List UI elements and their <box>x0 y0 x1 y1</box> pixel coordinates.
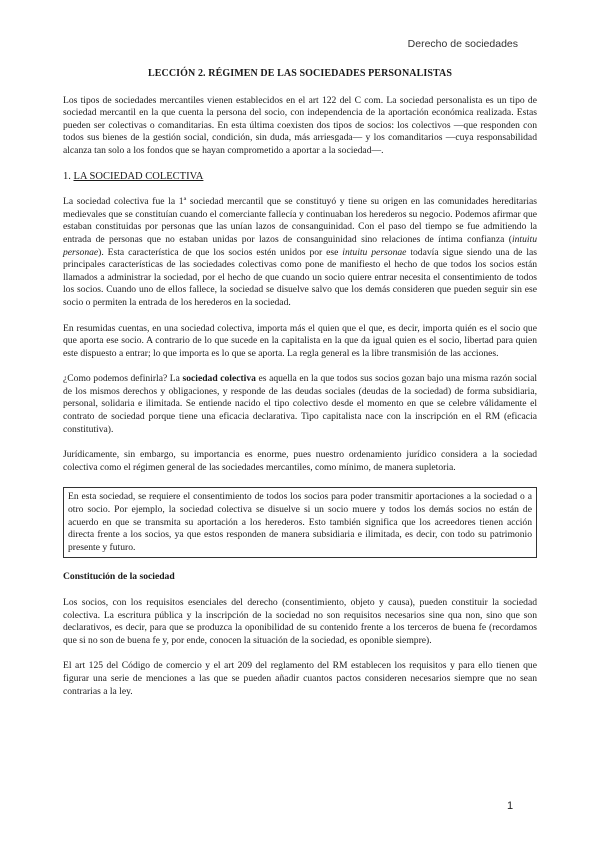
boxed-note <box>63 487 537 558</box>
lesson-title: LECCIÓN 2. RÉGIMEN DE LAS SOCIEDADES PERSONALISTAS <box>147 68 453 79</box>
running-header: Derecho de sociedades <box>407 38 518 50</box>
subheading-constitucion: Constitución de la sociedad <box>63 571 175 583</box>
boxed-note-text: En esta sociedad, se requiere el consentimiento de todos los socios para poder transmitir aportaciones a la sociedad o a otro socio. Por ejemplo, la sociedad colectiva se disuelve si un socio muere y todos los demás socios no están de acuerdo en que se transmita su aportación a los herederos. Esto también significa que los acreedores tienen acción directa frente a los socios, ya que estos responden de manera subsidiaria e ilimitada, es decir, con todo su patrimonio presente y futuro. <box>68 491 532 553</box>
history-paragraph <box>63 196 537 309</box>
section-title: LA SOCIEDAD COLECTIVA <box>73 170 204 182</box>
page-number: 1 <box>507 800 514 812</box>
text-run: ¿Como podemos definirla? La <box>63 373 183 385</box>
legal-importance-paragraph: Jurídicamente, sin embargo, su importancia es enorme, pues nuestro ordenamiento jurídico considera a la sociedad colectiva como el régimen general de las sociedades mercantiles, como mínimo, de manera supletoria. <box>63 449 537 473</box>
document-body <box>63 68 537 698</box>
constitucion-paragraph-1: Los socios, con los requisitos esenciales del derecho (consentimiento, objeto y causa), pueden constituir la sociedad colectiva. La escritura pública y la inscripción de la sociedad no son requisitos necesarios sine qua non, sino que son declarativos, es decir, para que se produzca la oponibilidad de su contenido frente a los terceros de buena fe (recordamos que si no son de buena fe y, por ende, conocen la situación de la sociedad, es oponible siempre). <box>63 597 537 646</box>
section-heading-sociedad-colectiva <box>63 171 537 184</box>
constitucion-paragraph-2: El art 125 del Código de comercio y el art 209 del reglamento del RM establecen los requisitos y para ello tienen que figurar una serie de menciones a las que se pueden añadir cuantos pactos consideren necesarios siempre que no sean contrarias a la ley. <box>63 660 537 697</box>
section-number: 1. <box>63 170 71 182</box>
text-run: todavía sigue siendo una de las principales características de las sociedades colectivas como pone de manifiesto el hecho de que todos los socios están llamados a administrar la sociedad, por el hecho de que cuando un socio quiere entrar necesita el consentimiento de todos los socios. Cuando uno de ellos fallece, la sociedad se disuelve salvo que los demás consideren que pueden seguir sin ese socio o permiten la entrada de los herederos en la sociedad. <box>63 246 537 308</box>
text-run: La sociedad colectiva fue la 1ª sociedad mercantil que se constituyó y tiene su origen en las comunidades hereditarias medievales que se constituían cuando el comerciante fallecía y continuaban los herederos su negocio. Podemos afirmar que estaban constituidas por personas que las unían lazos de consanguinidad. Con el paso del tiempo se fue admitiendo la entrada de personas que no estaban unidas por lazos de consanguinidad sino relaciones de íntima confianza ( <box>63 196 537 245</box>
bold-term: sociedad colectiva <box>182 373 256 385</box>
italic-term: intuitu personae <box>342 246 407 258</box>
text-run: es aquella en la que todos sus socios gozan bajo una misma razón social de los mismos derechos y obligaciones, y responde de las deudas sociales (deudas de la sociedad) de forma subsidiaria, personal, solidaria e ilimitada. Se entiende nacido el tipo colectivo desde el momento en que se celebre válidamente el contrato de sociedad porque tiene una eficacia declarativa. Tipo capitalista nace con la inscripción en el RM (eficacia constitutiva). <box>63 373 537 435</box>
definition-paragraph <box>63 373 537 436</box>
summary-paragraph: En resumidas cuentas, en una sociedad colectiva, importa más el quien que el que, es decir, importa quién es el socio que que aporta ese socio. A contrario de lo que sucede en la capitalista en la que da igual quien es el socio, libertad para quien este dispuesto a entrar; lo que importa es lo que se aporta. La regla general es la libre transmisión de las acciones. <box>63 322 537 359</box>
text-run: ). Esta característica de que los socios estén unidos por ese <box>98 246 343 258</box>
intro-paragraph: Los tipos de sociedades mercantiles vienen establecidos en el art 122 del C com. La sociedad personalista es un tipo de sociedad mercantil en la que cuenta la persona del socio, con independencia de la aportación económica realizada. Estas pueden ser colectivas o comanditarias. En esta última coexisten dos tipos de socios: los colectivos —que responden con todos sus bienes de la gestión social, condición, sin duda, más arriesgada— y los comanditarios —cuya responsabilidad alcanza tan solo a los fondos que se hayan comprometido a aportar a la sociedad—. <box>63 94 537 156</box>
italic-term: intuitu personae <box>63 233 537 258</box>
